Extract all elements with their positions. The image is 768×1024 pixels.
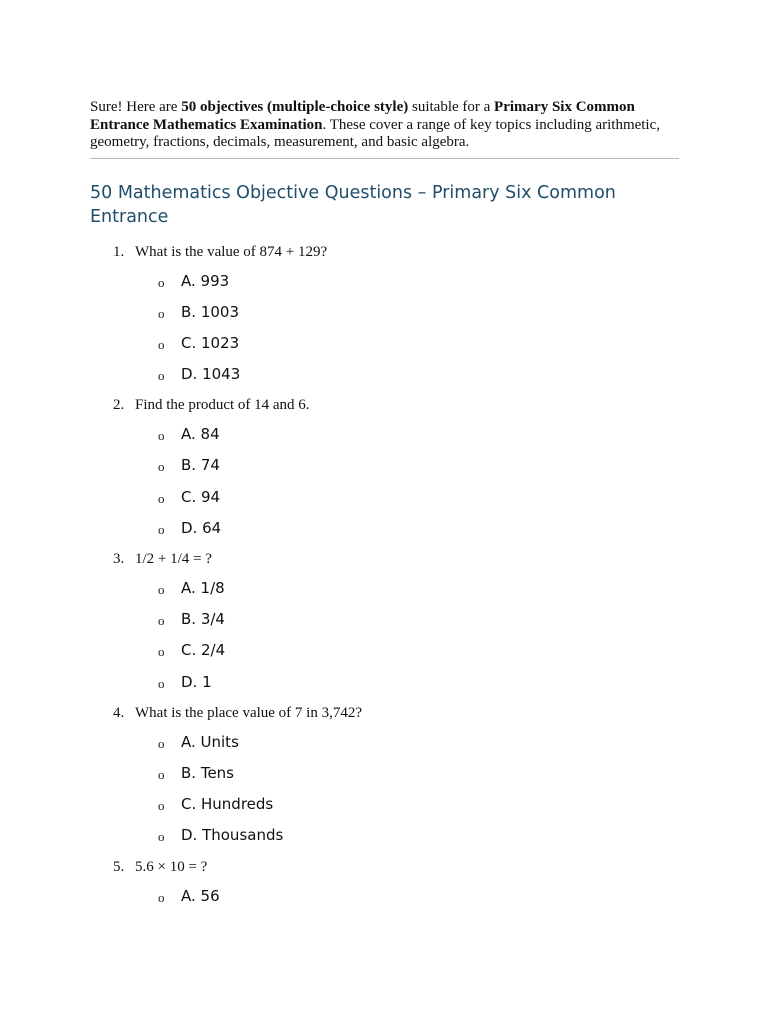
circle-bullet-icon: o: [158, 490, 165, 506]
question-text: What is the place value of 7 in 3,742?: [135, 704, 363, 721]
circle-bullet-icon: o: [158, 459, 165, 475]
circle-bullet-icon: o: [158, 644, 165, 660]
option-text: B. 3/4: [181, 610, 225, 629]
circle-bullet-icon: o: [158, 305, 165, 321]
question-item: [90, 550, 680, 693]
circle-bullet-icon: o: [158, 521, 165, 537]
question-row: [90, 858, 680, 876]
question-number: 3.: [113, 551, 125, 567]
option-item: [90, 764, 680, 784]
option-item: [90, 887, 680, 907]
option-item: [90, 826, 680, 846]
option-item: [90, 272, 680, 292]
horizontal-divider: [90, 158, 679, 159]
option-item: [90, 488, 680, 508]
option-item: [90, 425, 680, 445]
intro-text-2: suitable for a: [408, 99, 495, 115]
option-text: C. 1023: [181, 333, 240, 352]
circle-bullet-icon: o: [158, 428, 165, 444]
option-text: A. 56: [181, 886, 220, 905]
option-list: [90, 272, 680, 386]
circle-bullet-icon: o: [158, 582, 165, 597]
circle-bullet-icon: o: [158, 613, 165, 629]
circle-bullet-icon: o: [158, 274, 165, 290]
option-text: B. 74: [181, 456, 220, 475]
option-text: C. 94: [181, 487, 221, 506]
circle-bullet-icon: o: [158, 336, 165, 352]
circle-bullet-icon: o: [158, 675, 165, 691]
option-item: [90, 641, 680, 661]
option-list: [90, 733, 680, 847]
option-text: D. 64: [181, 518, 222, 537]
question-number: 4.: [113, 704, 125, 721]
option-text: A. 993: [181, 271, 230, 290]
option-item: [90, 733, 680, 753]
question-list: [90, 243, 680, 907]
question-item: [90, 243, 680, 386]
document-heading: 50 Mathematics Objective Questions – Primary Six Common Entrance: [90, 182, 616, 227]
question-number: 1.: [113, 243, 125, 260]
option-text: D. 1: [181, 672, 212, 691]
question-item: [90, 858, 680, 907]
question-row: [90, 704, 680, 722]
question-item: [90, 704, 680, 847]
intro-paragraph: [90, 99, 680, 152]
option-item: [90, 456, 680, 476]
question-item: [90, 396, 680, 539]
question-text: 5.6 × 10 = ?: [135, 858, 208, 875]
option-item: [90, 579, 680, 599]
option-text: D. 1043: [181, 365, 241, 384]
option-item: [90, 303, 680, 323]
option-text: A. Units: [181, 732, 239, 751]
option-list: [90, 579, 680, 693]
question-row: [90, 243, 680, 261]
question-text: Find the product of 14 and 6.: [135, 397, 310, 414]
question-number: 5.: [113, 858, 125, 875]
question-text: 1/2 + 1/4 = ?: [135, 551, 212, 567]
option-text: A. 1/8: [181, 579, 225, 597]
option-item: [90, 519, 680, 539]
intro-bold-objectives: 50 objectives (multiple-choice style): [181, 99, 409, 115]
circle-bullet-icon: o: [158, 368, 165, 384]
option-text: C. 2/4: [181, 641, 226, 660]
option-item: [90, 334, 680, 354]
option-item: [90, 365, 680, 385]
intro-text-3: . These cover a range of key topics including arithmetic, geometry, fractions, decimals, measurement, and basic algebra.: [90, 116, 661, 150]
circle-bullet-icon: o: [158, 829, 165, 845]
intro-bold-exam: Primary Six Common Entrance Mathematics Examination: [90, 99, 635, 133]
option-text: C. Hundreds: [181, 795, 274, 814]
document-page: [90, 99, 680, 918]
circle-bullet-icon: o: [158, 735, 165, 751]
option-text: D. Thousands: [181, 826, 284, 845]
option-list: [90, 887, 680, 907]
question-row: [90, 550, 680, 568]
question-row: [90, 396, 680, 414]
circle-bullet-icon: o: [158, 798, 165, 814]
circle-bullet-icon: o: [158, 889, 165, 905]
intro-text-1: Sure! Here are: [90, 99, 182, 115]
option-item: [90, 673, 680, 693]
circle-bullet-icon: o: [158, 766, 165, 782]
question-number: 2.: [113, 397, 125, 414]
question-text: What is the value of 874 + 129?: [135, 243, 328, 260]
option-text: A. 84: [181, 425, 220, 444]
option-list: [90, 425, 680, 539]
option-text: B. 1003: [181, 302, 240, 321]
option-text: B. Tens: [181, 763, 234, 782]
option-item: [90, 795, 680, 815]
option-item: [90, 610, 680, 630]
